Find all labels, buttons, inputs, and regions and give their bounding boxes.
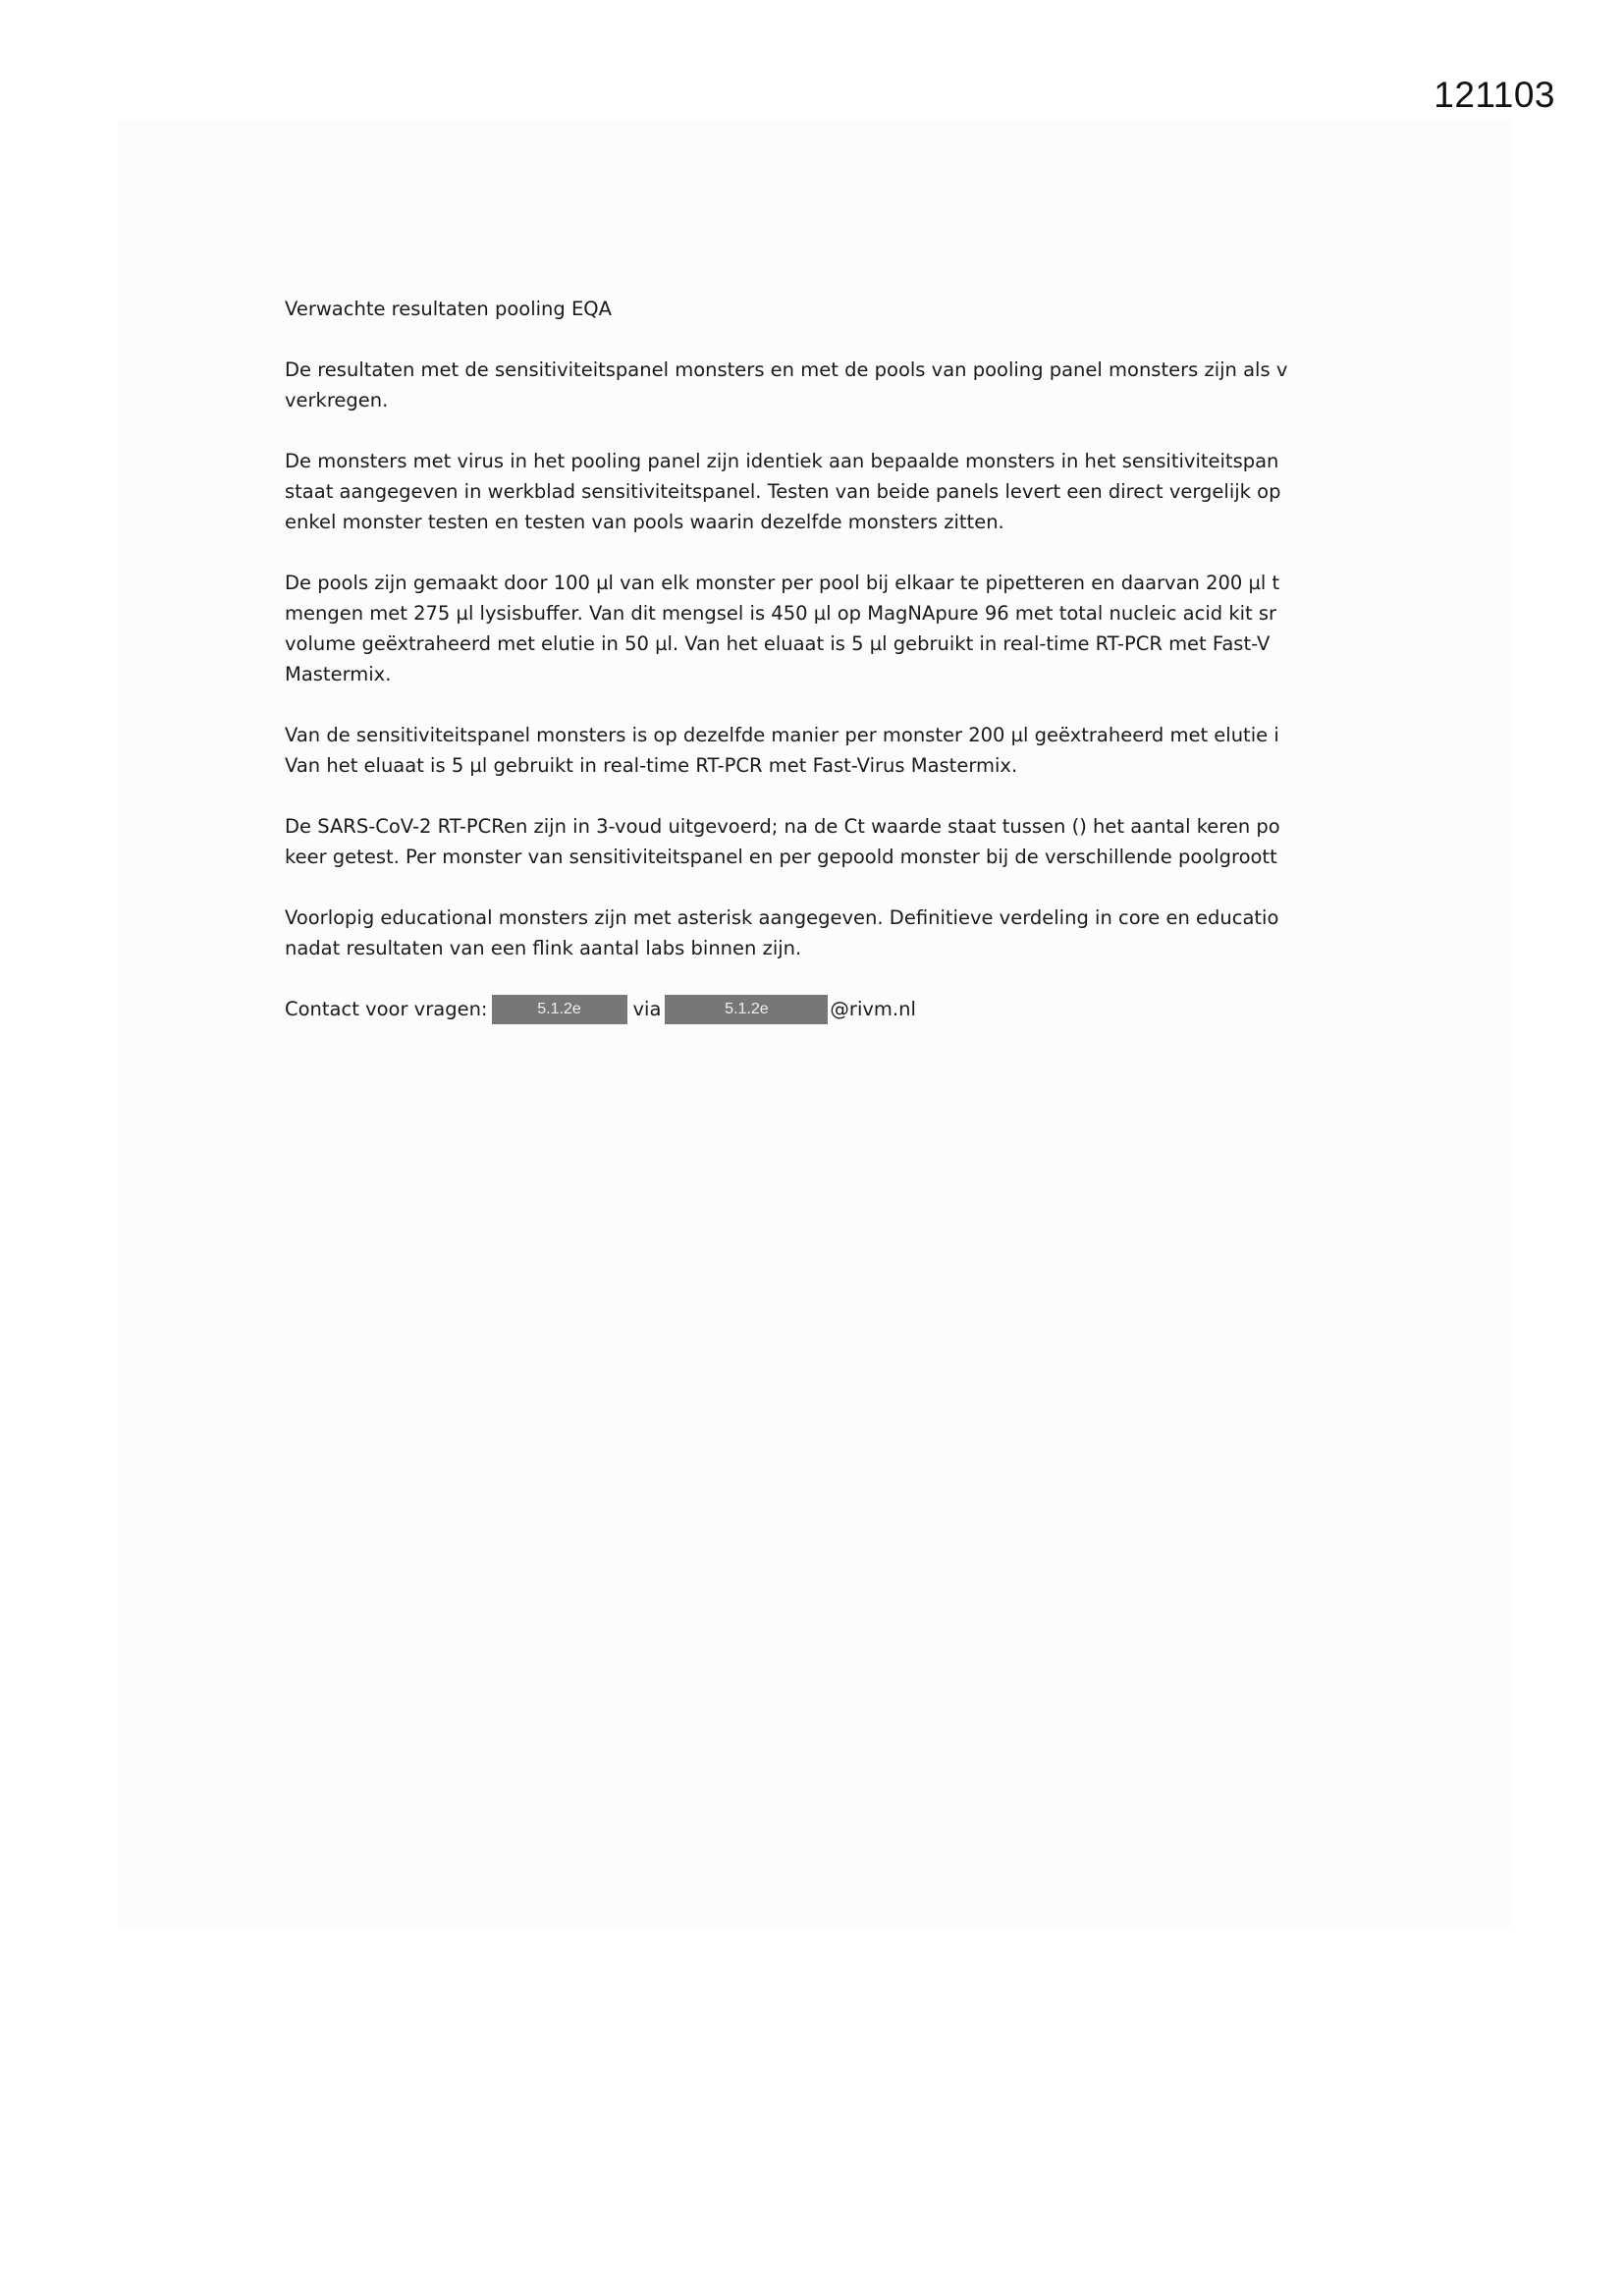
paragraph-results bbox=[285, 355, 1333, 415]
document-title: Verwachte resultaten pooling EQA bbox=[285, 298, 612, 320]
contact-label: Contact voor vragen: bbox=[285, 998, 488, 1020]
text-line: verkregen. bbox=[285, 389, 389, 411]
paragraph-rt-pcr bbox=[285, 811, 1333, 872]
text-line: nadat resultaten van een flink aantal labs binnen zijn. bbox=[285, 937, 802, 959]
text-line: De resultaten met de sensitiviteitspanel monsters en met de pools van pooling panel monsters zijn als v bbox=[285, 358, 1288, 381]
text-line: mengen met 275 µl lysisbuffer. Van dit mengsel is 450 µl op MagNApure 96 met total nucleic acid kit sr bbox=[285, 602, 1277, 625]
paragraph-virus-samples bbox=[285, 446, 1333, 537]
redaction-box-email: 5.1.2e bbox=[665, 995, 828, 1024]
text-line: Mastermix. bbox=[285, 663, 392, 685]
page-number: 121103 bbox=[1434, 75, 1555, 115]
text-line: keer getest. Per monster van sensitiviteitspanel en per gepoold monster bij de verschillende poolgroott bbox=[285, 846, 1277, 868]
text-line: De SARS-CoV-2 RT-PCRen zijn in 3-voud uitgevoerd; na de Ct waarde staat tussen () het aantal keren po bbox=[285, 815, 1280, 838]
text-line: staat aangegeven in werkblad sensitiviteitspanel. Testen van beide panels levert een direct vergelijk op bbox=[285, 480, 1281, 503]
paragraph-educational bbox=[285, 902, 1333, 963]
text-line: enkel monster testen en testen van pools waarin dezelfde monsters zitten. bbox=[285, 511, 1004, 533]
email-suffix: @rivm.nl bbox=[830, 998, 916, 1020]
text-line: Van het eluaat is 5 µl gebruikt in real-time RT-PCR met Fast-Virus Mastermix. bbox=[285, 754, 1018, 777]
text-line: De pools zijn gemaakt door 100 µl van elk monster per pool bij elkaar te pipetteren en daarvan 200 µl t bbox=[285, 572, 1280, 594]
document-body bbox=[285, 294, 1333, 1024]
text-line: Voorlopig educational monsters zijn met asterisk aangegeven. Definitieve verdeling in core en educatio bbox=[285, 906, 1279, 929]
contact-line bbox=[285, 994, 1333, 1024]
text-line: Van de sensitiviteitspanel monsters is op dezelfde manier per monster 200 µl geëxtraheerd met elutie i bbox=[285, 724, 1279, 746]
contact-via: via bbox=[632, 998, 662, 1020]
redaction-box-name: 5.1.2e bbox=[492, 995, 627, 1024]
text-line: De monsters met virus in het pooling panel zijn identiek aan bepaalde monsters in het sensitiviteitspan bbox=[285, 450, 1279, 472]
paragraph-pool-method bbox=[285, 568, 1333, 689]
paragraph-sensitivity-panel bbox=[285, 720, 1333, 781]
text-line: volume geëxtraheerd met elutie in 50 µl. Van het eluaat is 5 µl gebruikt in real-time RT-PCR met Fast-V bbox=[285, 632, 1271, 655]
